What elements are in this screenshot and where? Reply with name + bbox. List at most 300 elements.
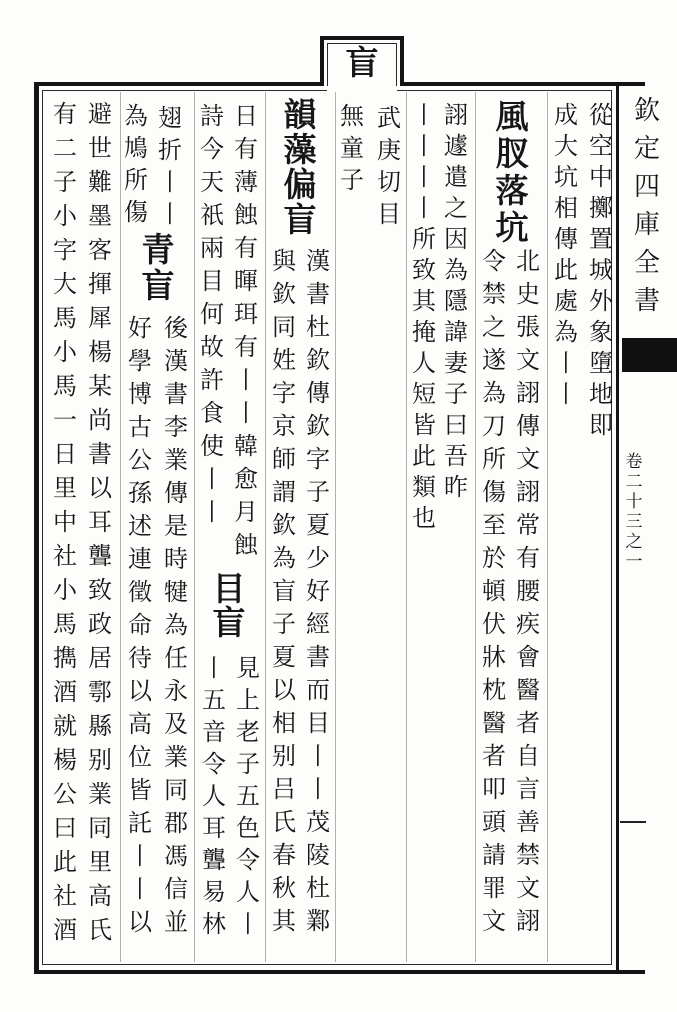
glyph: 揮	[88, 270, 112, 298]
glyph: 翅	[158, 104, 182, 132]
glyph: 丨	[236, 910, 260, 938]
phrase-cont-left	[48, 97, 82, 947]
glyph: 枕	[482, 676, 506, 704]
glyph: 社	[53, 882, 77, 910]
glyph: 之	[482, 313, 506, 341]
glyph: 致	[88, 576, 112, 604]
glyph: 人	[236, 878, 260, 906]
column-rule	[265, 92, 266, 962]
phrase-headword	[136, 232, 180, 304]
glyph: 欽	[306, 412, 330, 440]
glyph: 自	[516, 742, 540, 770]
glyph: 馮	[164, 842, 188, 870]
phrase-cont-left	[119, 100, 153, 228]
glyph: 小	[53, 576, 77, 604]
glyph: 腰	[516, 577, 540, 605]
glyph: 丨	[234, 366, 258, 394]
glyph: 子	[444, 380, 468, 408]
glyph: 馬	[53, 304, 77, 332]
glyph: 丨	[158, 168, 182, 196]
glyph: 詡	[444, 101, 468, 129]
glyph: 頭	[482, 808, 506, 836]
glyph: 杜	[306, 313, 330, 341]
glyph: 鄴	[306, 907, 330, 935]
glyph: 耳	[88, 508, 112, 536]
glyph: 令	[202, 750, 226, 778]
glyph: 所	[124, 166, 148, 194]
glyph: 易	[202, 878, 226, 906]
glyph: 庫	[633, 210, 660, 240]
glyph: 坑	[554, 163, 578, 191]
glyph: 目	[377, 200, 401, 228]
glyph: 擕	[53, 644, 77, 672]
glyph: 庚	[377, 136, 401, 164]
glyph: 為	[482, 379, 506, 407]
glyph: 業	[164, 446, 188, 474]
glyph: 以	[88, 474, 112, 502]
glyph: 政	[88, 610, 112, 638]
glyph: 書	[306, 643, 330, 671]
glyph: 大	[554, 132, 578, 160]
glyph: 詡	[516, 907, 540, 935]
glyph: 詡	[516, 379, 540, 407]
glyph: 遂	[482, 346, 506, 374]
glyph: 昨	[444, 473, 468, 501]
glyph: 命	[128, 611, 152, 639]
glyph: 書	[633, 286, 660, 316]
glyph: 韓	[234, 432, 258, 460]
glyph: 傳	[516, 412, 540, 440]
glyph: 天	[200, 168, 224, 196]
glyph: 以	[128, 908, 152, 936]
glyph: 薄	[234, 168, 258, 196]
glyph: 京	[272, 412, 296, 440]
glyph: 欽	[272, 280, 296, 308]
phrase-note-left	[267, 245, 301, 938]
glyph: 妻	[444, 349, 468, 377]
glyph: 皆	[128, 776, 152, 804]
glyph: 字	[53, 236, 77, 264]
glyph: 叩	[482, 775, 506, 803]
glyph: 禁	[482, 280, 506, 308]
glyph: 成	[554, 101, 578, 129]
glyph: 相	[272, 709, 296, 737]
glyph: 坑	[495, 208, 529, 247]
carryover-left-column	[549, 100, 583, 410]
glyph: 醫	[516, 676, 540, 704]
glyph: 丨	[306, 742, 330, 770]
glyph: 禁	[516, 841, 540, 869]
glyph: 致	[412, 256, 436, 284]
glyph: 偏	[283, 165, 317, 204]
glyph: 述	[128, 512, 152, 540]
glyph: 李	[164, 413, 188, 441]
glyph: 欽	[306, 346, 330, 374]
glyph: 頓	[482, 577, 506, 605]
glyph: 吕	[272, 775, 296, 803]
glyph: 郡	[164, 809, 188, 837]
glyph: 日	[234, 102, 258, 130]
glyph: 與	[272, 247, 296, 275]
glyph: 文	[482, 907, 506, 935]
glyph: 盲	[141, 266, 175, 305]
rhyme-note-left	[335, 100, 369, 196]
frame-top-border-left	[34, 82, 324, 86]
carryover-right-column	[584, 100, 618, 441]
glyph: 令	[482, 247, 506, 275]
glyph: 業	[88, 780, 112, 808]
glyph: 客	[88, 236, 112, 264]
glyph: 盲	[345, 43, 379, 82]
glyph: 目	[306, 709, 330, 737]
glyph: 城	[589, 256, 613, 284]
glyph: 史	[516, 280, 540, 308]
glyph: 一	[53, 406, 77, 434]
glyph: 音	[202, 718, 226, 746]
phrase-headword	[207, 569, 251, 642]
glyph: 丨	[128, 875, 152, 903]
glyph: 丨	[554, 349, 578, 377]
glyph: 信	[164, 875, 188, 903]
glyph: 無	[340, 102, 364, 130]
glyph: 置	[589, 225, 613, 253]
glyph: 鳩	[124, 134, 148, 162]
glyph: 外	[589, 287, 613, 315]
glyph: 也	[412, 504, 436, 532]
glyph: 吾	[444, 442, 468, 470]
glyph: 言	[516, 775, 540, 803]
phrase-cont-right	[83, 97, 117, 947]
glyph: 醫	[482, 709, 506, 737]
glyph: 者	[516, 709, 540, 737]
glyph: 中	[589, 163, 613, 191]
glyph: 為	[554, 318, 578, 346]
glyph: 春	[272, 841, 296, 869]
glyph: 傳	[306, 379, 330, 407]
glyph: 丨	[412, 194, 436, 222]
glyph: 楊	[88, 338, 112, 366]
glyph: 蝕	[234, 531, 258, 559]
glyph: 難	[88, 168, 112, 196]
glyph: 楊	[53, 746, 77, 774]
frame-inner-top-right	[397, 90, 612, 91]
glyph: 子	[236, 750, 260, 778]
glyph: 上	[236, 686, 260, 714]
glyph: 為	[164, 611, 188, 639]
glyph: 盲	[272, 577, 296, 605]
glyph: 字	[306, 445, 330, 473]
glyph: 書	[306, 280, 330, 308]
glyph: 鄠	[88, 678, 112, 706]
glyph: 三	[625, 512, 643, 532]
glyph: 藻	[283, 130, 317, 169]
glyph: 曰	[444, 411, 468, 439]
glyph: 縣	[88, 712, 112, 740]
glyph: 子	[306, 478, 330, 506]
glyph: 及	[164, 710, 188, 738]
rhyme-note-right	[372, 102, 406, 230]
glyph: 有	[516, 544, 540, 572]
glyph: 丨	[412, 101, 436, 129]
glyph: 皆	[412, 411, 436, 439]
glyph: 别	[88, 746, 112, 774]
glyph: 酒	[53, 916, 77, 944]
glyph: 聾	[202, 846, 226, 874]
glyph: 文	[516, 445, 540, 473]
glyph: 祇	[200, 201, 224, 229]
glyph: 託	[128, 809, 152, 837]
glyph: 以	[272, 676, 296, 704]
glyph: 此	[412, 442, 436, 470]
glyph: 古	[128, 413, 152, 441]
glyph: 氏	[88, 916, 112, 944]
glyph: 聾	[88, 542, 112, 570]
glyph: 兩	[200, 234, 224, 262]
glyph: 有	[234, 234, 258, 262]
book-title	[630, 92, 664, 320]
phrase-headword	[278, 167, 322, 237]
glyph: 犀	[88, 304, 112, 332]
glyph: 謂	[272, 478, 296, 506]
glyph: 全	[633, 248, 660, 278]
glyph: 夏	[272, 643, 296, 671]
glyph: 折	[158, 136, 182, 164]
glyph: 傳	[164, 479, 188, 507]
glyph: 愈	[234, 465, 258, 493]
glyph: 欽	[633, 96, 660, 126]
glyph: 韻	[283, 95, 317, 134]
glyph: 少	[306, 544, 330, 572]
glyph: 五	[202, 686, 226, 714]
glyph: 類	[412, 473, 436, 501]
glyph: 是	[164, 512, 188, 540]
glyph: 欽	[272, 511, 296, 539]
phrase-note-right	[231, 652, 265, 940]
glyph: 而	[306, 676, 330, 704]
glyph: 常	[516, 511, 540, 539]
glyph: 武	[377, 104, 401, 132]
glyph: 此	[53, 848, 77, 876]
glyph: 尚	[88, 406, 112, 434]
glyph: 處	[554, 287, 578, 315]
frame-inner-top-left	[42, 90, 327, 91]
glyph: 子	[340, 166, 364, 194]
glyph: 耳	[202, 814, 226, 842]
glyph: 並	[164, 908, 188, 936]
phrase-note-left	[197, 652, 231, 940]
glyph: 後	[164, 314, 188, 342]
glyph: 盲	[212, 603, 246, 642]
glyph: 丨	[412, 163, 436, 191]
glyph: 好	[128, 314, 152, 342]
glyph: 月	[234, 498, 258, 526]
glyph: 短	[412, 380, 436, 408]
phrase-cont-right	[229, 100, 263, 562]
glyph: 丨	[158, 200, 182, 228]
glyph: 學	[128, 347, 152, 375]
frame-bottom-border	[34, 970, 645, 974]
glyph: 此	[554, 256, 578, 284]
glyph: 遽	[444, 132, 468, 160]
glyph: 氏	[272, 808, 296, 836]
margin-title-clip	[620, 92, 660, 332]
glyph: 故	[200, 333, 224, 361]
prev-entry-headword	[490, 98, 534, 246]
glyph: 大	[53, 270, 77, 298]
glyph: 色	[236, 814, 260, 842]
glyph: 犍	[164, 578, 188, 606]
glyph: 世	[88, 134, 112, 162]
glyph: 童	[340, 134, 364, 162]
juan-number	[622, 452, 646, 572]
glyph: 曰	[53, 814, 77, 842]
frame-inner-left	[42, 90, 43, 964]
frame-top-border-right	[400, 82, 645, 86]
glyph: 有	[53, 100, 77, 128]
glyph: 書	[88, 440, 112, 468]
glyph: 墨	[88, 202, 112, 230]
glyph: 小	[53, 338, 77, 366]
glyph: 食	[200, 399, 224, 427]
glyph: 陵	[306, 841, 330, 869]
glyph: 人	[412, 349, 436, 377]
glyph: 目	[212, 569, 246, 608]
glyph: 丨	[412, 132, 436, 160]
section-label	[278, 97, 322, 167]
glyph: 許	[200, 366, 224, 394]
glyph: 傷	[482, 478, 506, 506]
glyph: 避	[88, 100, 112, 128]
glyph: 小	[53, 202, 77, 230]
glyph: 馬	[53, 610, 77, 638]
glyph: 子	[272, 610, 296, 638]
glyph: 就	[53, 712, 77, 740]
glyph: 諱	[444, 318, 468, 346]
glyph: 丨	[234, 399, 258, 427]
glyph: 請	[482, 841, 506, 869]
glyph: 時	[164, 545, 188, 573]
glyph: 從	[589, 101, 613, 129]
glyph: 公	[128, 446, 152, 474]
glyph: 會	[516, 643, 540, 671]
glyph: 五	[236, 782, 260, 810]
glyph: 漢	[306, 247, 330, 275]
glyph: 風	[495, 97, 529, 136]
glyph: 好	[306, 577, 330, 605]
fishtail-mark	[622, 338, 677, 372]
glyph: 同	[164, 776, 188, 804]
glyph: 人	[202, 782, 226, 810]
glyph: 珥	[234, 300, 258, 328]
glyph: 丨	[202, 654, 226, 682]
glyph: 二	[53, 134, 77, 162]
prev-entry-cont-right	[439, 100, 473, 503]
glyph: 某	[88, 372, 112, 400]
glyph: 牀	[482, 643, 506, 671]
glyph: 詡	[516, 478, 540, 506]
glyph: 擲	[589, 194, 613, 222]
glyph: 伏	[482, 610, 506, 638]
glyph: 目	[200, 267, 224, 295]
glyph: 高	[88, 882, 112, 910]
glyph: 一	[625, 552, 643, 572]
glyph: 書	[164, 380, 188, 408]
glyph: 定	[633, 134, 660, 164]
glyph: 疾	[516, 610, 540, 638]
glyph: 子	[53, 168, 77, 196]
glyph: 姓	[272, 346, 296, 374]
glyph: 善	[516, 808, 540, 836]
glyph: 漢	[164, 347, 188, 375]
glyph: 刀	[482, 412, 506, 440]
glyph: 連	[128, 545, 152, 573]
column-rule	[547, 92, 548, 962]
glyph: 博	[128, 380, 152, 408]
glyph: 今	[200, 135, 224, 163]
glyph: 中	[53, 508, 77, 536]
glyph: 有	[234, 135, 258, 163]
glyph: 地	[589, 380, 613, 408]
phrase-note-right	[159, 312, 193, 939]
glyph: 詩	[200, 102, 224, 130]
glyph: 罪	[482, 874, 506, 902]
prev-entry-cont-left	[407, 100, 441, 534]
glyph: 傳	[554, 225, 578, 253]
phrase-note-left	[123, 312, 157, 939]
glyph: 有	[234, 333, 258, 361]
glyph: 丨	[306, 775, 330, 803]
glyph: 盲	[283, 200, 317, 239]
glyph: 蝕	[234, 201, 258, 229]
glyph: 隱	[444, 287, 468, 315]
glyph: 别	[272, 742, 296, 770]
column-rule	[335, 92, 336, 962]
glyph: 夏	[306, 511, 330, 539]
glyph: 丨	[200, 498, 224, 526]
glyph: 秋	[272, 874, 296, 902]
glyph: 使	[200, 432, 224, 460]
glyph: 遣	[444, 163, 468, 191]
rhyme-character	[340, 44, 384, 82]
glyph: 高	[128, 710, 152, 738]
glyph: 永	[164, 677, 188, 705]
glyph: 於	[482, 544, 506, 572]
glyph: 為	[444, 256, 468, 284]
glyph: 位	[128, 743, 152, 771]
glyph: 字	[272, 379, 296, 407]
prev-entry-note-right	[511, 245, 545, 938]
glyph: 丨	[554, 380, 578, 408]
glyph: 掩	[412, 318, 436, 346]
glyph: 同	[272, 313, 296, 341]
glyph: 待	[128, 644, 152, 672]
glyph: 徵	[128, 578, 152, 606]
phrase-note-right	[301, 245, 335, 938]
glyph: 肞	[495, 134, 529, 173]
glyph: 文	[516, 874, 540, 902]
glyph: 酒	[53, 678, 77, 706]
glyph: 林	[202, 910, 226, 938]
glyph: 丨	[128, 842, 152, 870]
glyph: 卷	[625, 452, 643, 472]
glyph: 日	[53, 440, 77, 468]
glyph: 丨	[200, 465, 224, 493]
glyph: 何	[200, 300, 224, 328]
phrase-cont-left	[195, 100, 229, 529]
glyph: 相	[554, 194, 578, 222]
glyph: 者	[482, 742, 506, 770]
glyph: 社	[53, 542, 77, 570]
